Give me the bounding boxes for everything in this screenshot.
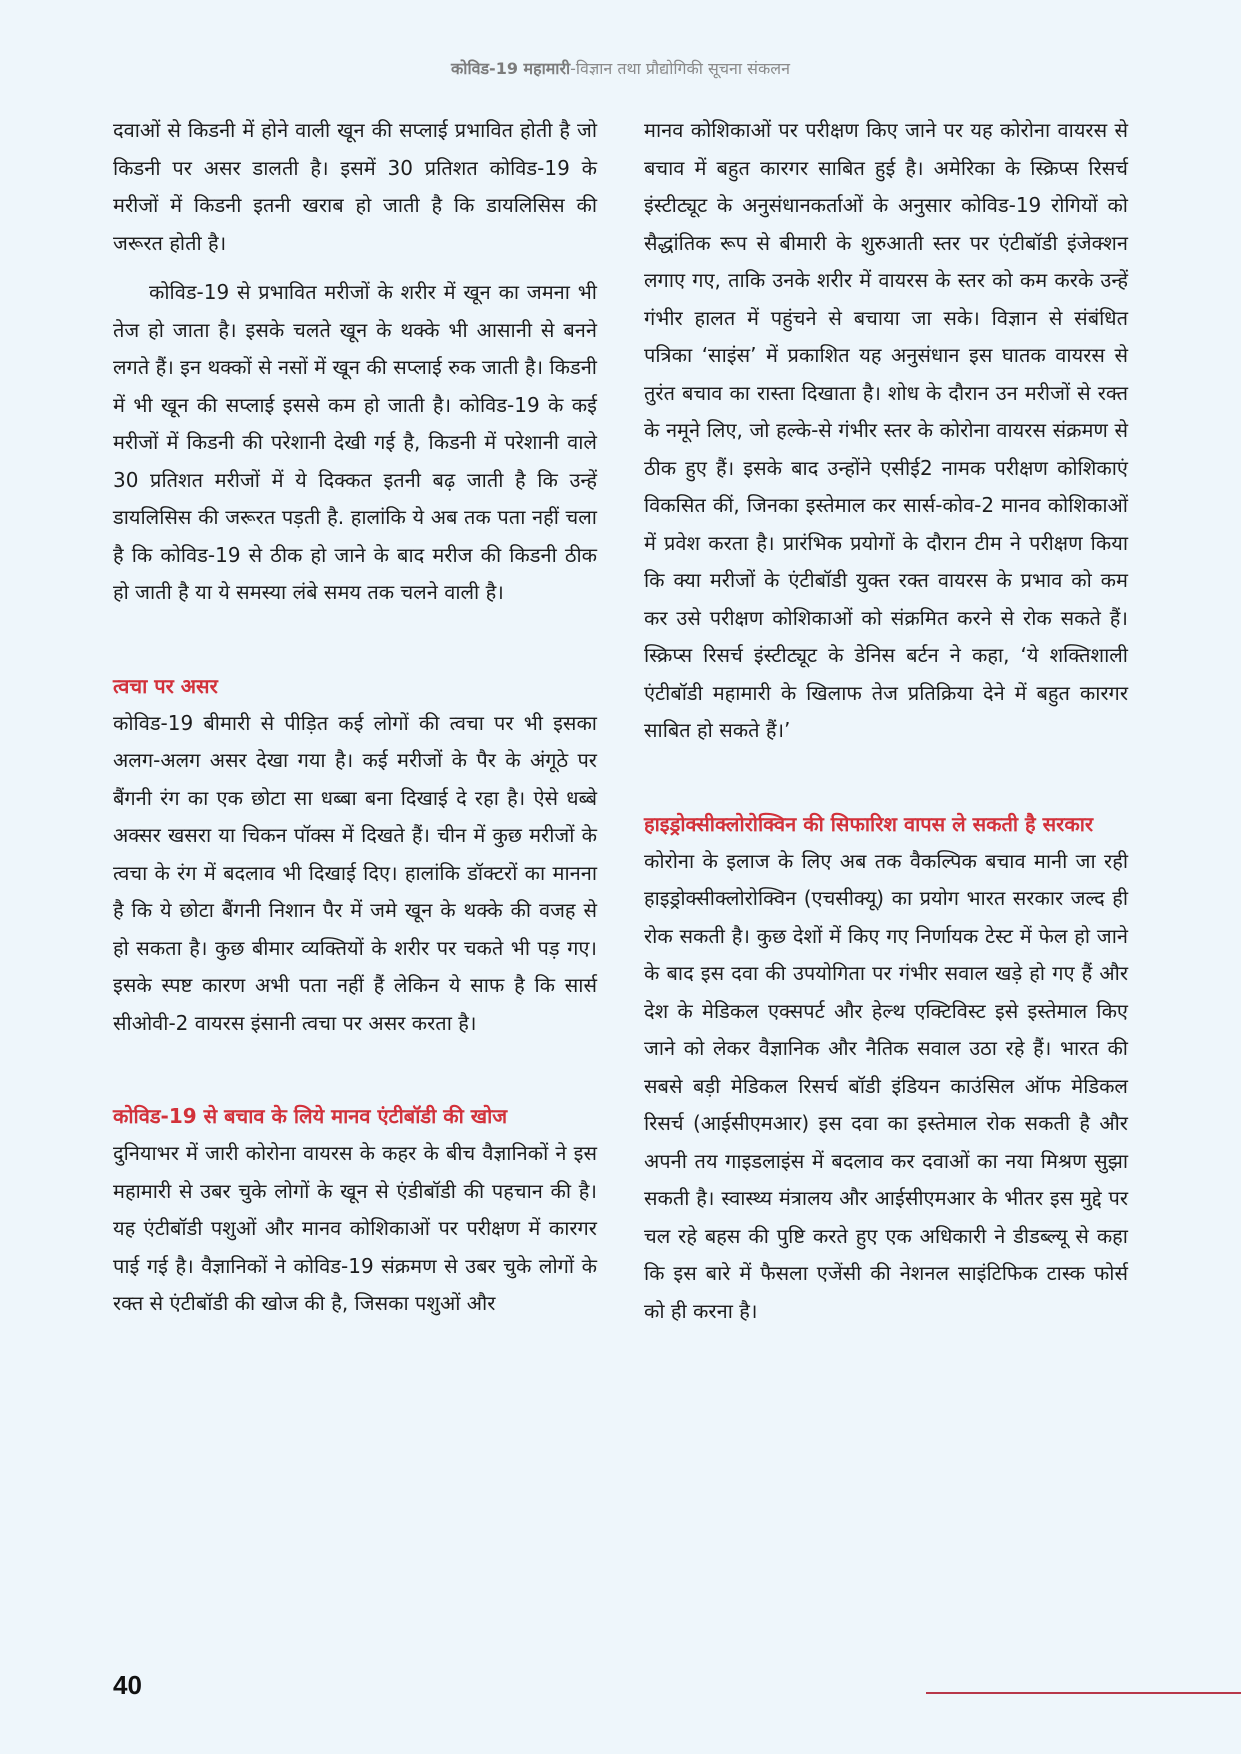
header-title-rest: -विज्ञान तथा प्रौद्योगिकी सूचना संकलन bbox=[570, 59, 790, 78]
paragraph: दवाओं से किडनी में होने वाली खून की सप्लाई प्रभावित होती है जो किडनी पर असर डालती है। इसमें 30 प्रतिशत कोविड-19 के मरीजों में किडनी इतनी खराब हो जाती है कि डायलिसिस की जरूरत होती है। bbox=[113, 118, 597, 255]
footer-rule bbox=[926, 1692, 1241, 1694]
paragraph: दुनियाभर में जारी कोरोना वायरस के कहर के बीच वैज्ञानिकों ने इस महामारी से उबर चुके लोगों के खून से एंडीबॉडी की पहचान की है। यह एंटीबॉडी पशुओं और मानव कोशिकाओं पर परीक्षण में कारगर पाई गई है। वैज्ञानिकों ने कोविड-19 संक्रमण से उबर चुके लोगों के रक्त से एंटीबॉडी की खोज की है, जिसका पशुओं और bbox=[113, 1141, 598, 1315]
section-heading-skin: त्वचा पर असर bbox=[113, 673, 218, 698]
paragraph: कोविड-19 बीमारी से पीड़ित कई लोगों की त्वचा पर भी इसका अलग-अलग असर देखा गया है। कई मरीजों के पैर के अंगूठे पर बैंगनी रंग का एक छोटा सा धब्बा बना दिखाई दे रहा है। ऐसे धब्बे अक्सर खसरा या चिकन पॉक्स में दिखते हैं। चीन में कुछ मरीजों के त्वचा के रंग में बदलाव भी दिखाई दिए। हालांकि डॉक्टरों का मानना है कि ये छोटा बैंगनी निशान पैर में जमे खून के थक्के की वजह से हो सकता है। कुछ बीमार व्यक्तियों के शरीर पर चकते भी पड़ गए। इसके स्पष्ट कारण अभी पता नहीं हैं लेकिन ये साफ है कि सार्स सीओवी-2 वायरस इंसानी त्वचा पर असर करता है। bbox=[113, 710, 597, 1035]
section-heading-hcq: हाइड्रोक्सीक्लोरोक्विन की सिफारिश वापस ले सकती है सरकार bbox=[644, 811, 1094, 836]
header-title-bold: कोविड-19 महामारी bbox=[451, 59, 571, 78]
page-number: 40 bbox=[113, 1670, 142, 1700]
right-column bbox=[644, 112, 1128, 1330]
paragraph: कोरोना के इलाज के लिए अब तक वैकल्पिक बचाव मानी जा रही हाइड्रोक्सीक्लोरोक्विन (एचसीक्यू) का प्रयोग भारत सरकार जल्द ही रोक सकती है। कुछ देशों में किए गए निर्णायक टेस्ट में फेल हो जाने के बाद इस दवा की उपयोगिता पर गंभीर सवाल खड़े हो गए हैं और देश के मेडिकल एक्सपर्ट और हेल्थ एक्टिविस्ट इसे इस्तेमाल किए जाने को लेकर वैज्ञानिक और नैतिक सवाल उठा रहे हैं। भारत की सबसे बड़ी मेडिकल रिसर्च बॉडी इंडियन काउंसिल ऑफ मेडिकल रिसर्च (आईसीएमआर) इस दवा का इस्तेमाल रोक सकती है और अपनी तय गाइडलाइंस में बदलाव कर दवाओं का नया मिश्रण सुझा सकती है। स्वास्थ्य मंत्रालय और आईसीएमआर के भीतर इस मुद्दे पर चल रहे बहस की पुष्टि करते हुए एक अधिकारी ने डीडब्ल्यू से कहा कि इस बारे में फैसला एजेंसी की नेशनल साइंटिफिक टास्क फोर्स को ही करना है। bbox=[644, 848, 1128, 1323]
paragraph: कोविड-19 से प्रभावित मरीजों के शरीर में खून का जमना भी तेज हो जाता है। इसके चलते खून के थक्के भी आसानी से बनने लगते हैं। इन थक्कों से नसों में खून की सप्लाई रुक जाती है। किडनी में भी खून की सप्लाई इससे कम हो जाती है। कोविड-19 के कई मरीजों में किडनी की परेशानी देखी गई है, किडनी में परेशानी वाले 30 प्रतिशत मरीजों में ये दिक्कत इतनी बढ़ जाती है कि उन्हें डायलिसिस की जरूरत पड़ती है. हालांकि ये अब तक पता नहीं चला है कि कोविड-19 से ठीक हो जाने के बाद मरीज की किडनी ठीक हो जाती है या ये समस्या लंबे समय तक चलने वाली है। bbox=[113, 280, 597, 604]
section-heading-antibody: कोविड-19 से बचाव के लिये मानव एंटीबॉडी की खोज bbox=[113, 1104, 508, 1128]
running-header bbox=[0, 57, 1241, 79]
left-column bbox=[113, 112, 597, 1323]
paragraph: मानव कोशिकाओं पर परीक्षण किए जाने पर यह कोरोना वायरस से बचाव में बहुत कारगर साबित हुई है। अमेरिका के स्क्रिप्स रिसर्च इंस्टीट्यूट के अनुसंधानकर्ताओं के अनुसार कोविड-19 रोगियों को सैद्धांतिक रूप से बीमारी के शुरुआती स्तर पर एंटीबॉडी इंजेक्शन लगाए गए, ताकि उनके शरीर में वायरस के स्तर को कम करके उन्हें गंभीर हालत में पहुंचने से बचाया जा सके। विज्ञान से संबंधित पत्रिका ‘साइंस’ में प्रकाशित यह अनुसंधान इस घातक वायरस से तुरंत बचाव का रास्ता दिखाता है। शोध के दौरान उन मरीजों से रक्त के नमूने लिए, जो हल्के-से गंभीर स्तर के कोरोना वायरस संक्रमण से ठीक हुए हैं। इसके बाद उन्होंने एसीई2 नामक परीक्षण कोशिकाएं विकसित कीं, जिनका इस्तेमाल कर सार्स-कोव-2 मानव कोशिकाओं में प्रवेश करता है। प्रारंभिक प्रयोगों के दौरान टीम ने परीक्षण किया कि क्या मरीजों के एंटीबॉडी युक्त रक्त वायरस के प्रभाव को कम कर उसे परीक्षण कोशिकाओं को संक्रमित करने से रोक सकते हैं। स्क्रिप्स रिसर्च इंस्टीट्यूट के डेनिस बर्टन ने कहा, ‘ये शक्तिशाली एंटीबॉडी महामारी के खिलाफ तेज प्रतिक्रिया देने में बहुत कारगर साबित हो सकते हैं।’ bbox=[644, 118, 1128, 742]
